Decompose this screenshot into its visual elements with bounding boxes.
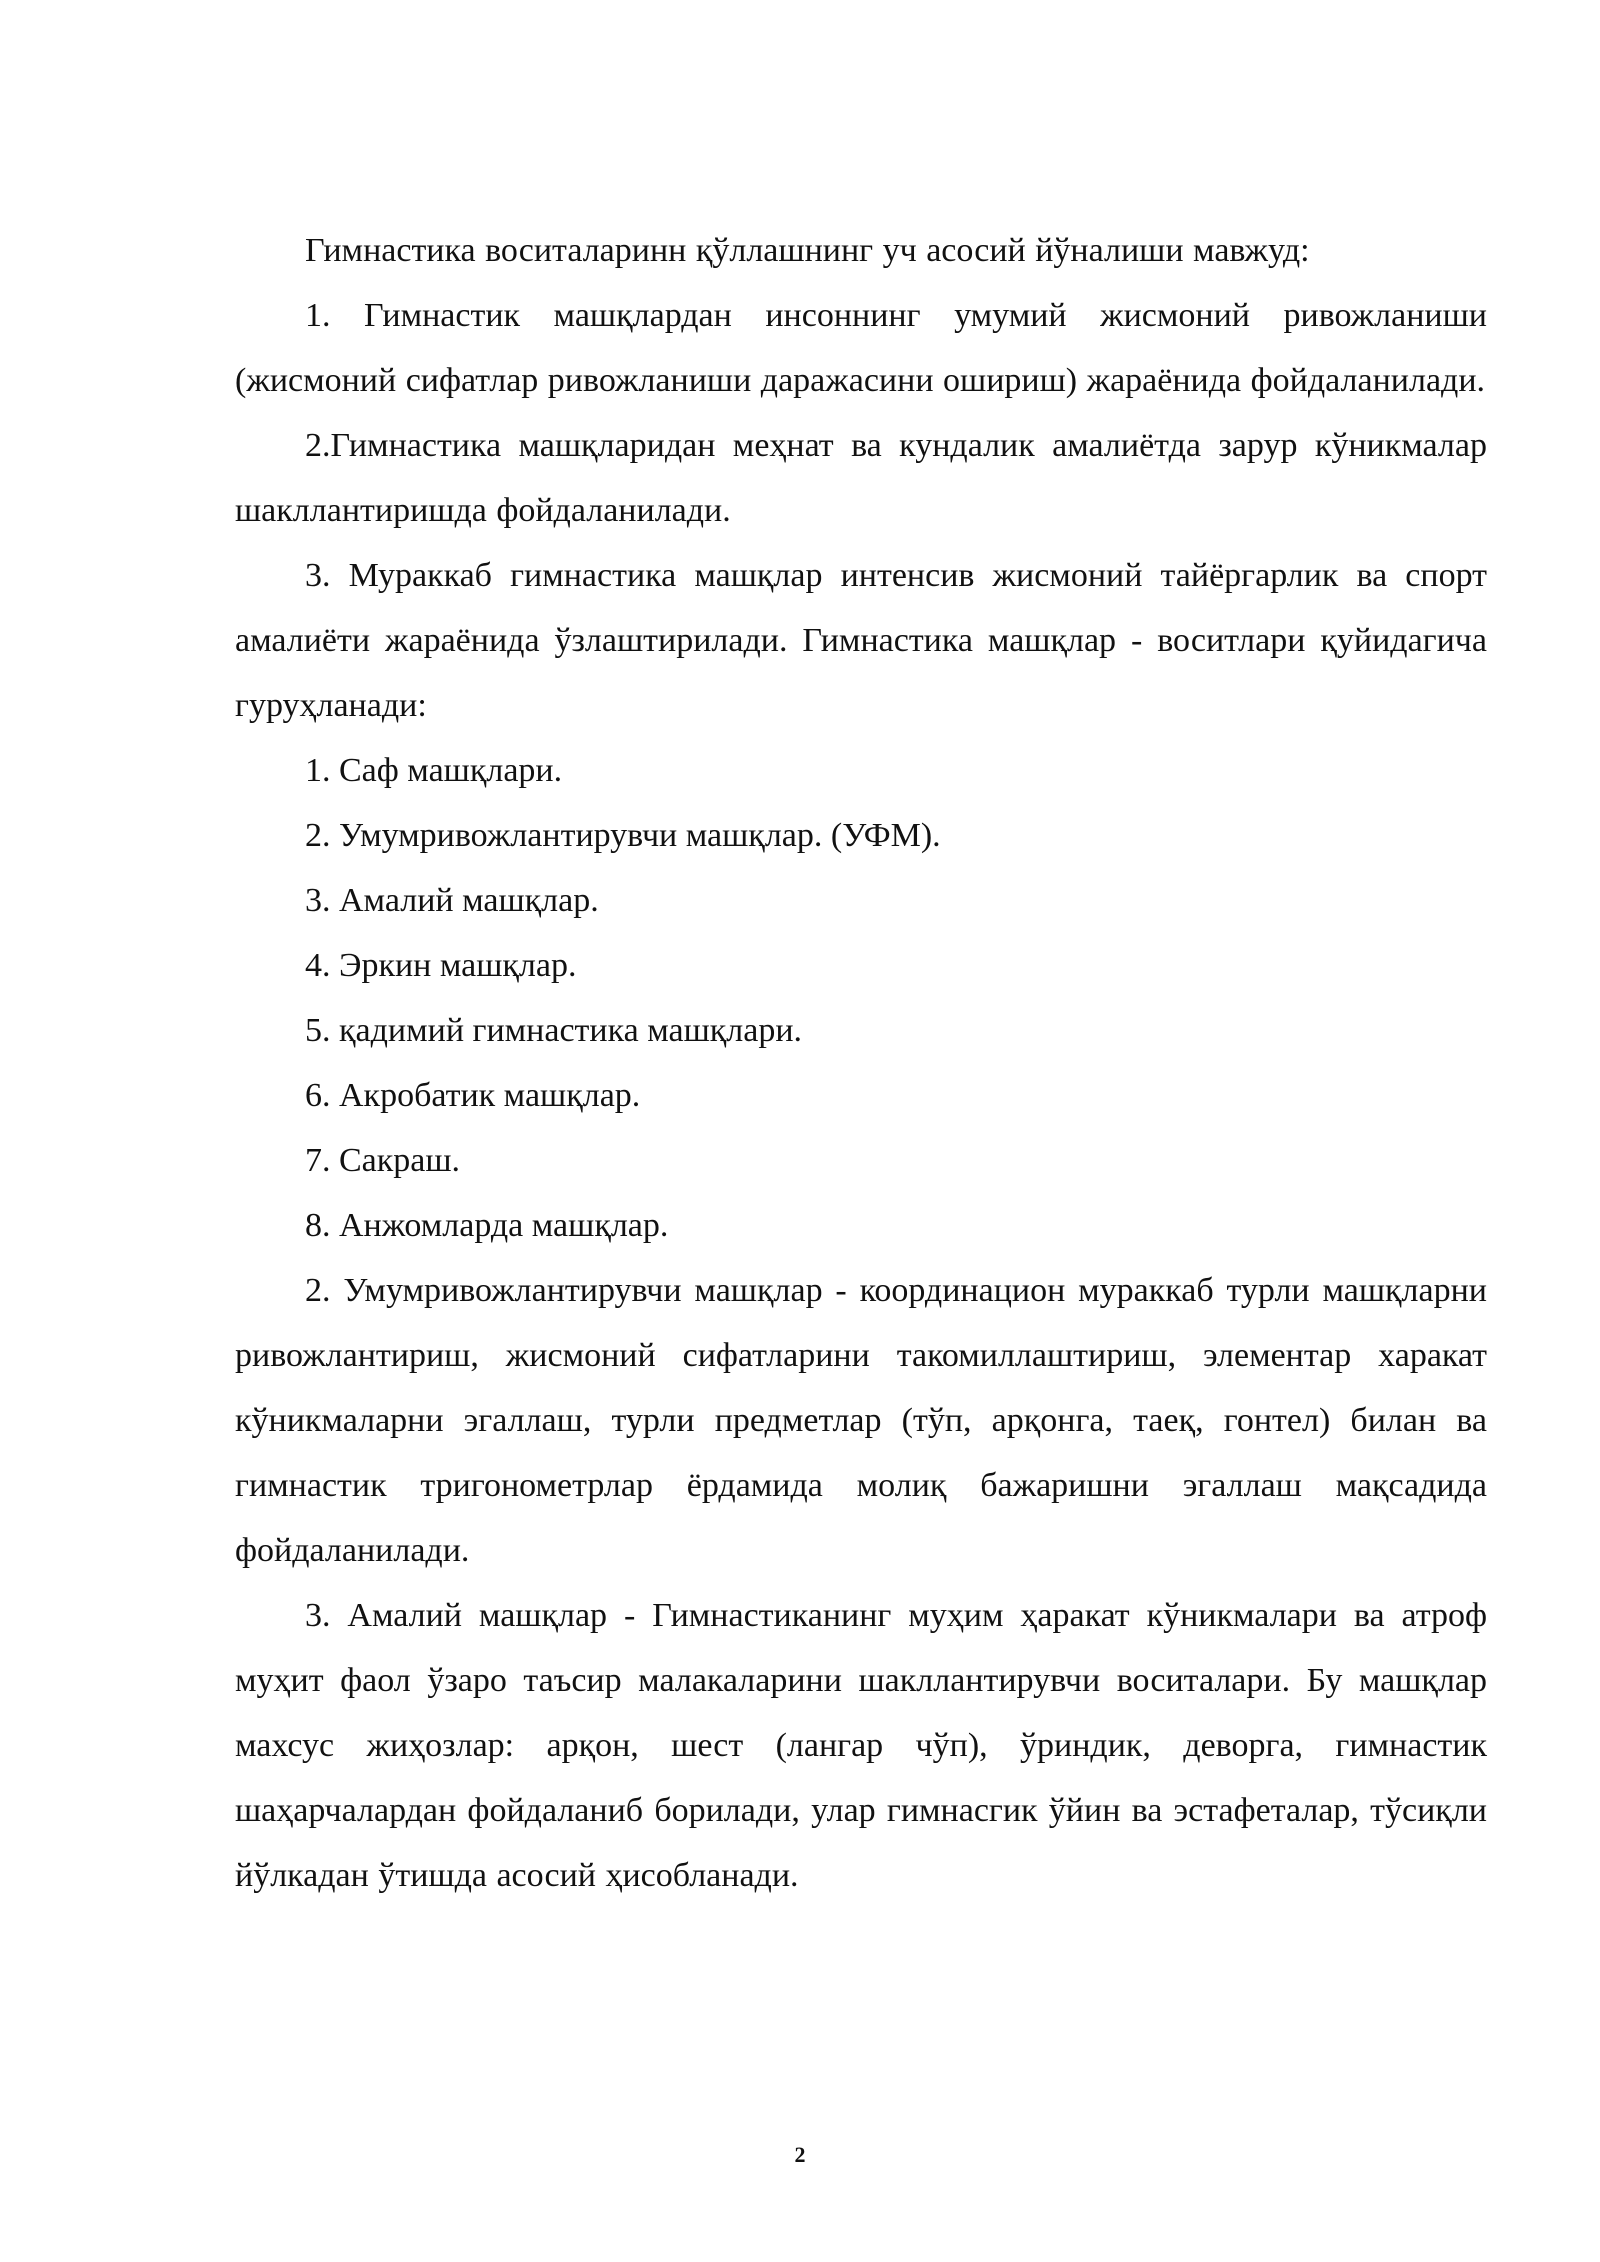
section-3-paragraph: 3. Амалий машқлар - Гимнастиканинг муҳим ҳаракат кўникмалари ва атроф муҳит фаол ўзаро таъсир малакаларини шакллантирувчи воситалари. Бу машқлар махсус жиҳозлар: арқон, шест (лангар чўп), ўриндик, деворга, гимнастик шаҳарчалардан фойдаланиб борилади, улар гимнасгик ўйин ва эстафеталар, тўсиқли йўлкадан ўтишда асосий ҳисобланади. [235,1597,1487,1894]
group-item-8: 8. Анжомларда машқлар. [305,1207,669,1244]
point-3-paragraph: 3. Мураккаб гимнастика машқлар интенсив жисмоний тайёргарлик ва спорт амалиёти жараёнида ўзлаштирилади. Гимнастика машқлар - воситлари қуйидагича гуруҳланади: [235,557,1487,724]
point-2-paragraph: 2.Гимнастика машқларидан меҳнат ва кундалик амалиётда зарур кўникмалар шакллантиришда фойдаланилади. [235,427,1487,529]
page-number: 2 [794,2142,806,2167]
group-item-7: 7. Сакраш. [305,1142,461,1179]
intro-paragraph: Гимнастика воситаларинн қўллашнинг уч асосий йўналиши мавжуд: [305,232,1310,269]
group-item-1: 1. Саф машқлари. [305,752,563,789]
group-item-4: 4. Эркин машқлар. [305,947,577,984]
group-item-3: 3. Амалий машқлар. [305,882,599,919]
group-item-2: 2. Умумривожлантирувчи машқлар. (УФМ). [305,817,941,854]
section-2-paragraph: 2. Умумривожлантирувчи машқлар - координацион мураккаб турли машқларни ривожлантириш, жисмоний сифатларини такомиллаштириш, элементар харакат кўникмаларни эгаллаш, турли предметлар (тўп, арқонга, таеқ, гонтел) билан ва гимнастик тригонометрлар ёрдамида молиқ бажаришни эгаллаш мақсадида фойдаланилади. [235,1272,1487,1569]
body-text [235,218,1487,1908]
group-item-5: 5. қадимий гимнастика машқлари. [305,1012,803,1049]
group-item-6: 6. Акробатик машқлар. [305,1077,641,1114]
point-1-paragraph: 1. Гимнастик машқлардан инсоннинг умумий жисмоний ривожланиши (жисмоний сифатлар ривожланиши даражасини ошириш) жараёнида фойдаланилади. [235,297,1487,399]
